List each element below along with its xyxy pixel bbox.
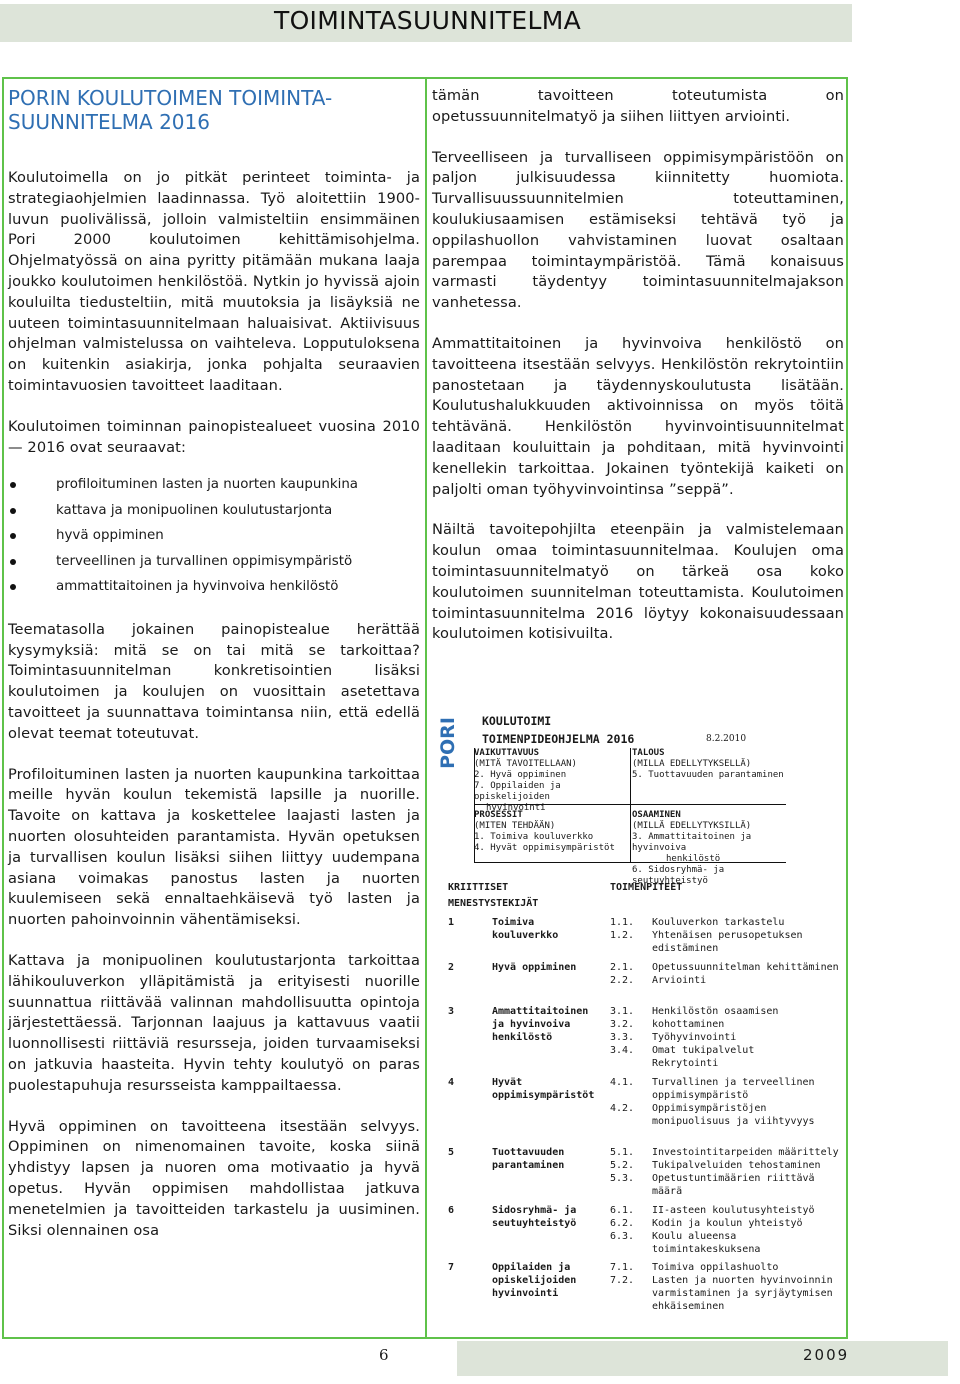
list-item: kattava ja monipuolinen koulutustarjonta [8,498,420,524]
paragraph-education-offering: Kattava ja monipuolinen koulutustarjonta tarkoittaa lähikouluverkon ylläpitämistä ja erityisesti nuorille suunnattua riittävää valinnan mahdollisuutta opintoja järjestettäessä. Tarjonnan laajuus ja kattavuus vaatii luonnollisesti riittäviä resursseja, joiden turvaamiseksi on jatkuvia haasteita. Hyvin tehty koulutyö on paras puolestapuhuja resursseista kamppailtaessa. [8,952,420,1094]
paragraph-school-plans: Näiltä tavoitepohjilta eteenpäin ja valmistelemaan koulun omaa toimintasuunnitelmaa. Koulujen oma toimintasuunnitelmatyö on tärkeä osa koko koulutoimen suunnitelman toteuttamista. Koulutoimen toimintasuunnitelma 2016 löytyy kokonaisuudessaan koulutoimen kotisivuilta. [432,521,844,643]
paragraph-safe-environment: Terveelliseen ja turvalliseen oppimisympäristöön on paljon julkisuudessa kiinnitetty huomiota. Turvallisuussuunnitelmien toteuttaminen, koulukiusaamisen estämiseksi tehtävä työ ja oppilashuollon vahvistaminen luovat osaltaan parempaa toimintaympäristöä. Tämä konaisuus varmasti täydentyy toimintasuunnitelmajakson vanhetessa. [432,148,844,312]
paragraph-staff: Ammattitaitoinen ja hyvinvoiva henkilöstö on tavoitteena itsestään selvyys. Henkilöstön rekrytointiin panostetaan ja täydennyskoulutusta lisätään. Koulutushalukkuuden aktivoinnissa on myös töitä tehtävänä. Henkilöstön hyvinvointisuunnitelmat laaditaan kouluittain ja pohditaan, mitä hyvinvointi kenellekin tarkoittaa. Jokainen työntekijä kaiketi on paljolti oman työhyvinvointinsa ”seppä”. [432,334,844,498]
bullet-icon [10,584,16,590]
bullet-icon [10,533,16,539]
footer-year: 2009 [803,1346,850,1364]
list-item: hyvä oppiminen [8,523,420,549]
quadrant-competence: OSAAMINEN (MILLÄ EDELLYTYKSILLÄ) 3. Ammattitaitoinen ja hyvinvoiva henkilöstö 6. Sidosryhmä- ja seutuyhteistyö [632,810,752,886]
left-column [8,86,420,1261]
table-header-factors: KRIITTISET MENESTYSTEKIJÄT [448,882,539,909]
page-number: 6 [379,1346,389,1364]
quadrant-processes: PROSESSIT (MITEN TEHDÄÄN) 1. Toimiva kouluverkko 4. Hyvät oppimisympäristöt [474,810,615,853]
quadrant-effectiveness: VAIKUTTAVUUS (MITÄ TAVOITELLAAN) 2. Hyvä oppiminen 7. Oppilaiden ja opiskelijoiden hyvinvointi [474,748,577,813]
paragraph-continuation: tämän tavoitteen toteutumista on opetussuunnitelmatyö ja siihen liittyen arviointi. [432,87,844,125]
section-title [8,86,420,134]
bullet-icon [10,482,16,488]
column-divider [425,77,427,1339]
quadrant-finance: TALOUS (MILLA EDELLYTYKSELLÄ) 5. Tuottavuuden parantaminen [632,748,784,780]
table-header-actions: TOIMENPITEET [610,882,683,893]
paragraph-focus-areas: Koulutoimen toiminnan painopistealueet vuosina 2010 — 2016 ovat seuraavat: [8,417,420,456]
page-header-title: TOIMINTASUUNNITELMA [274,6,582,35]
footer-bar [457,1341,948,1376]
focus-area-list [8,472,420,600]
paragraph-good-learning: Hyvä oppiminen on tavoitteena itsestään selvyys. Oppiminen on nimenomainen tavoite, koska siinä yhdistyy lapsen ja nuoren oma motivaatio ja hyvä opetus. Hyvän oppimisen mahdollistaa jatkuva menetelmien ja tavoitteiden tarkastelu ja uusiminen. Siksi olennainen osa [8,1117,420,1239]
list-item: terveellinen ja turvallinen oppimisympäristö [8,549,420,575]
bullet-icon [10,559,16,565]
list-item: profiloituminen lasten ja nuorten kaupunkina [8,472,420,498]
list-item: ammattitaitoinen ja hyvinvoiva henkilöstö [8,574,420,600]
bullet-icon [10,508,16,514]
paragraph-profiling: Profiloituminen lasten ja nuorten kaupunkina tarkoittaa meille hyvän koulun tekemistä lapsille ja nuorille. Tavoite on kattava ja koskettelee laajasti lasten ja nuorten olosuhteiden parantamista. Hyvän opetuksen ja turvallisen koulun lisäksi siihen liittyy uudempana asiana voimakas panostus lasten ja nuorten kuulemiseen sekä ennaltaehkäisevä työ lasten ja nuorten pahoinvoinnin vähentämiseksi. [8,765,420,929]
paragraph-intro: Koulutoimella on jo pitkät perinteet toiminta- ja strategiaohjelmien laadinnassa. Työ aloitettiin 1900-luvun puolivälissä, jolloin valmisteltiin ensimmäinen Pori 2000 koulutoimen kehittämisohjelma. Ohjelmatyössä on aina pyritty pitämään mukana laaja joukko koulutoimen henkilöstöä. Nytkin jo hyvissä ajoin kouluilta tiedusteltiin, mitä muutoksia ja lisäyksiä ne uuteen toimintasuunnitelmaan haluaisivat. Aktiivisuus ohjelman valmistelussa on vaihteleva. Lopputuloksena on kuitenkin asiakirja, jonka pohjalta seuraavien toimintavuosien tavoitteet laaditaan. [8,169,420,394]
right-column [432,86,844,665]
program-title: KOULUTOIMI TOIMENPIDEOHJELMA 2016 [482,714,635,746]
pori-logo: PORI [436,717,459,769]
paragraph-theme-level: Teematasolla jokainen painopistealue herättää kysymyksiä: mitä se on tai mitä se tarkoittaa? Toimintasuunnitelman konkretisointien lisäksi koulutoimen ja koulujen on vuosittain asetettava tavoitteet ja suunnattava toimintansa niin, että edellä olevat teemat toteutuvat. [8,620,420,742]
program-diagram [436,708,852,886]
section-title-line-1: PORIN KOULUTOIMEN TOIMINTA- [8,86,333,110]
program-date: 8.2.2010 [706,734,747,744]
section-title-line-2: SUUNNITELMA 2016 [8,110,210,134]
